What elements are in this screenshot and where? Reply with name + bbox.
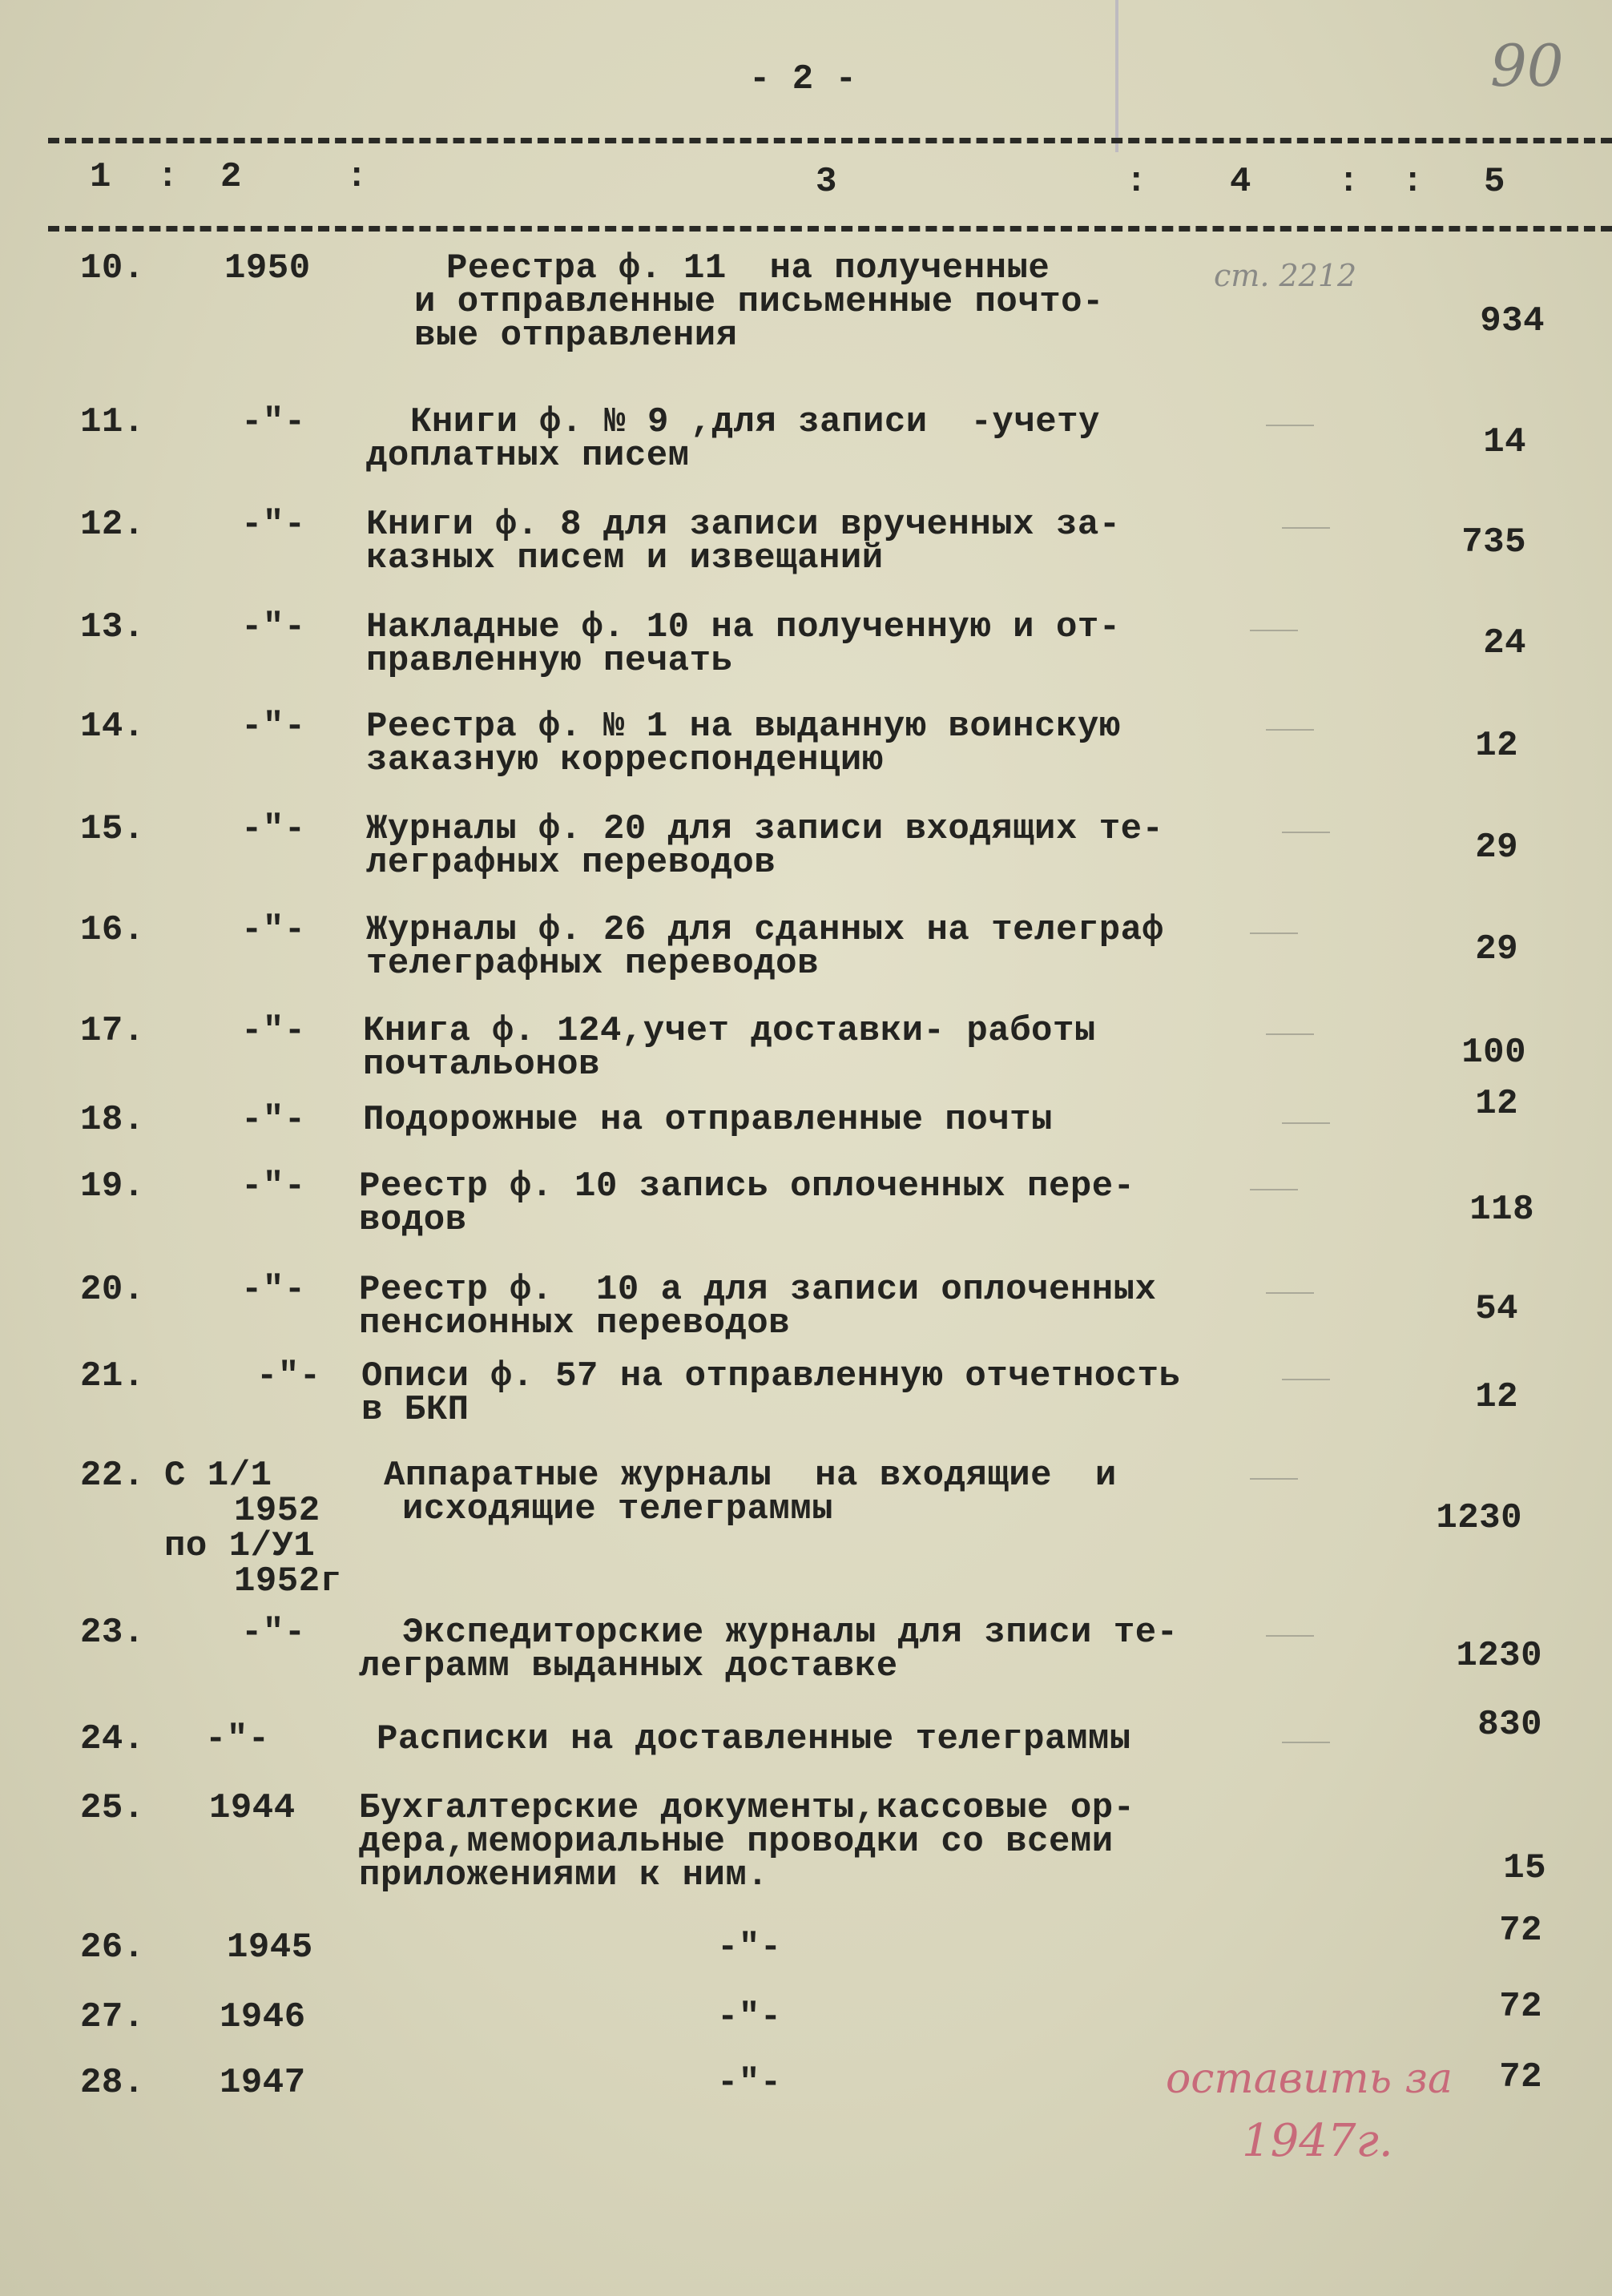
row-description-line: Описи ф. 57 на отправленную отчетность — [361, 1356, 1181, 1396]
row-description-line: Книга ф. 124,учет доставки- работы — [363, 1011, 1096, 1051]
row-count: 1230 — [1436, 1498, 1522, 1538]
row-description-line: Реестра ф. № 1 на выданную воинскую — [366, 707, 1121, 747]
row-number: 12. — [80, 505, 145, 545]
row-description-line: в БКП — [361, 1390, 469, 1430]
row-description-line: Накладные ф. 10 на полученную и от- — [366, 607, 1121, 647]
row-description-line: доплатных писем — [366, 436, 690, 476]
header-col-1: 1 — [90, 157, 111, 197]
header-col-4: 4 — [1230, 162, 1251, 202]
row-description-line: приложениями к ним. — [359, 1855, 769, 1895]
row-year: -"- — [256, 1356, 321, 1396]
row-year: -"- — [241, 1270, 306, 1310]
red-note-line-2: 1947г. — [1242, 2115, 1393, 2167]
header-sep: : — [157, 157, 179, 197]
row-year: -"- — [241, 707, 306, 747]
header-sep: : — [1338, 162, 1360, 202]
row-number: 18. — [80, 1100, 145, 1140]
row-number: 16. — [80, 910, 145, 950]
row-count: 72 — [1499, 1987, 1542, 2027]
col4-dash-mark — [1250, 1189, 1298, 1190]
row-description-line: Бухгалтерские документы,кассовые ор- — [359, 1788, 1135, 1828]
row-count: 12 — [1475, 726, 1518, 766]
row-description-line: Журналы ф. 26 для сданных на телеграф — [366, 910, 1164, 950]
row-description-line: пенсионных переводов — [359, 1303, 791, 1343]
row-description-line: Реестр ф. 10 запись оплоченных пере- — [359, 1166, 1135, 1206]
header-col-2: 2 — [220, 157, 242, 197]
col4-dash-mark — [1266, 1033, 1314, 1035]
row-number: 26. — [80, 1927, 145, 1968]
col4-dash-mark — [1250, 630, 1298, 631]
row-count: 24 — [1483, 623, 1526, 663]
row-description-line: телеграфных переводов — [366, 944, 819, 984]
row-number: 20. — [80, 1270, 145, 1310]
row-number: 17. — [80, 1011, 145, 1051]
row-year: -"- — [241, 1613, 306, 1653]
row-year: 1952г — [234, 1561, 342, 1601]
row-year: -"- — [241, 505, 306, 545]
row-year: 1947 — [220, 2063, 306, 2103]
row-number: 14. — [80, 707, 145, 747]
row-number: 27. — [80, 1997, 145, 2037]
row-year: -"- — [241, 910, 306, 950]
row-number: 23. — [80, 1613, 145, 1653]
ink-stroke — [1115, 0, 1118, 152]
row-number: 15. — [80, 809, 145, 849]
row-number: 24. — [80, 1719, 145, 1759]
row-number: 22. — [80, 1456, 145, 1496]
row-description-line: водов — [359, 1200, 467, 1240]
row-count: 100 — [1461, 1033, 1526, 1073]
row-year: -"- — [241, 402, 306, 442]
row-year: -"- — [241, 809, 306, 849]
row-count: 14 — [1483, 422, 1526, 462]
row-description-line: Журналы ф. 20 для записи входящих те- — [366, 809, 1164, 849]
row-description-line: Реестра ф. 11 на полученные — [446, 248, 1050, 288]
row-year: 1946 — [220, 1997, 306, 2037]
col4-dash-mark — [1282, 1379, 1330, 1380]
row-description-line: Расписки на доставленные телеграммы — [377, 1719, 1131, 1759]
row-description-line: заказную корреспонденцию — [366, 740, 884, 780]
row-description-line: Реестр ф. 10 а для записи оплоченных — [359, 1270, 1157, 1310]
col4-dash-mark — [1266, 729, 1314, 731]
row-number: 11. — [80, 402, 145, 442]
sheet-number: 90 — [1490, 32, 1564, 99]
row-count: 54 — [1475, 1289, 1518, 1329]
header-sep: : — [346, 157, 368, 197]
header-col-3: 3 — [816, 162, 837, 202]
col4-dash-mark — [1282, 1122, 1330, 1124]
row-count: 72 — [1499, 1911, 1542, 1951]
row-count: 934 — [1480, 301, 1545, 341]
row-year: -"- — [241, 1100, 306, 1140]
row-description-line: Книги ф. 8 для записи врученных за- — [366, 505, 1121, 545]
row-number: 10. — [80, 248, 145, 288]
row-year: 1945 — [227, 1927, 313, 1968]
header-bottom-rule — [48, 226, 1612, 232]
row-description-line: леграфных переводов — [366, 843, 776, 883]
row-number: 13. — [80, 607, 145, 647]
row-count: 12 — [1475, 1377, 1518, 1417]
row-year: по 1/У1 — [164, 1526, 316, 1566]
row-year: 1944 — [209, 1788, 296, 1828]
row-description-line: Аппаратные журналы на входящие и — [384, 1456, 1117, 1496]
row-description-line: и отправленные письменные почто- — [414, 282, 1104, 322]
col4-dash-mark — [1282, 527, 1330, 529]
header-top-rule — [48, 138, 1612, 143]
row-year: С 1/1 — [164, 1456, 272, 1496]
col4-dash-mark — [1250, 1478, 1298, 1480]
row-count: 15 — [1503, 1848, 1546, 1888]
row-count: 72 — [1499, 2057, 1542, 2097]
page-number: - 2 - — [749, 59, 857, 99]
row-count: 29 — [1475, 828, 1518, 868]
header-col-5: 5 — [1484, 162, 1505, 202]
col4-dash-mark — [1282, 832, 1330, 833]
row-description-line: дера,мемориальные проводки со всеми — [359, 1822, 1114, 1862]
row-description-line: -"- — [717, 1927, 782, 1968]
row-description-line: леграмм выданных доставке — [359, 1646, 898, 1686]
row-count: 118 — [1469, 1190, 1534, 1230]
red-note-line-1: оставить за — [1166, 2055, 1453, 2103]
row-year: -"- — [205, 1719, 270, 1759]
row-count: 1230 — [1456, 1636, 1542, 1676]
row-year: 1950 — [224, 248, 311, 288]
row-number: 28. — [80, 2063, 145, 2103]
row-count: 29 — [1475, 929, 1518, 969]
col4-dash-mark — [1266, 1292, 1314, 1294]
row-year: -"- — [241, 1166, 306, 1206]
row-description-line: -"- — [717, 1997, 782, 2037]
row-description-line: правленную печать — [366, 641, 733, 681]
row-number: 25. — [80, 1788, 145, 1828]
row-count: 735 — [1461, 522, 1526, 562]
row-description-line: Книги ф. № 9 ,для записи -учету — [410, 402, 1100, 442]
row10-col4-note: ст. 2212 — [1214, 258, 1357, 293]
header-sep: : — [1126, 162, 1147, 202]
row-description-line: Подорожные на отправленные почты — [363, 1100, 1053, 1140]
row-count: 830 — [1477, 1705, 1542, 1745]
row-number: 21. — [80, 1356, 145, 1396]
col4-dash-mark — [1282, 1742, 1330, 1743]
row-description-line: Экспедиторские журналы для зписи те- — [402, 1613, 1179, 1653]
row-description-line: казных писем и извещаний — [366, 538, 884, 578]
row-count: 12 — [1475, 1084, 1518, 1124]
row-description-line: почтальонов — [363, 1045, 600, 1085]
col4-dash-mark — [1250, 932, 1298, 934]
col4-dash-mark — [1266, 1635, 1314, 1637]
row-description-line: -"- — [717, 2063, 782, 2103]
row-description-line: вые отправления — [414, 316, 738, 356]
row-year: 1952 — [234, 1491, 320, 1531]
row-number: 19. — [80, 1166, 145, 1206]
row-year: -"- — [241, 607, 306, 647]
col4-dash-mark — [1266, 425, 1314, 426]
row-year: -"- — [241, 1011, 306, 1051]
row-description-line: исходящие телеграммы — [402, 1489, 834, 1529]
header-sep: : — [1402, 162, 1424, 202]
